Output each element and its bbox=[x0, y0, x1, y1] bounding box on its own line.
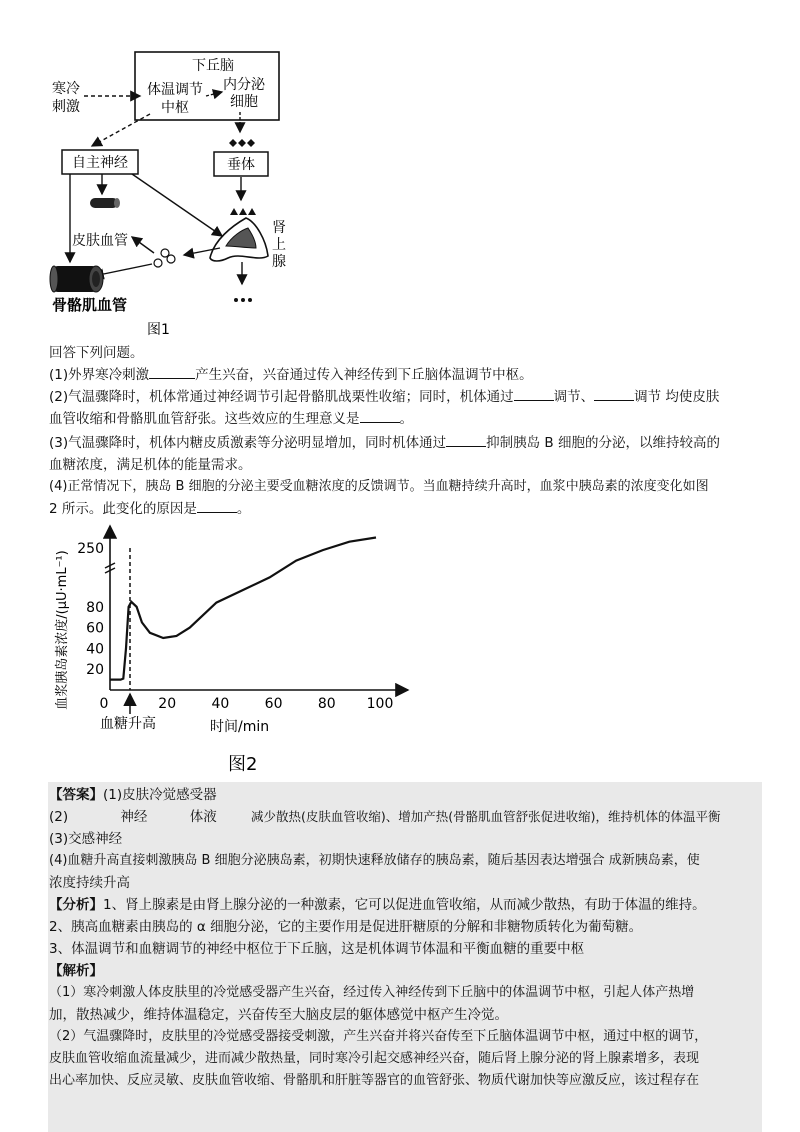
q1-answer-blank[interactable] bbox=[149, 364, 195, 379]
hormone-diamonds bbox=[229, 139, 255, 147]
y-tick-label: 60 bbox=[86, 620, 104, 637]
x-tick-label: 20 bbox=[158, 696, 177, 712]
y-tick-label: 80 bbox=[86, 599, 104, 616]
figure1-diagram bbox=[0, 0, 800, 345]
insulin-curve-line bbox=[110, 538, 376, 680]
q4-text-b: 2 所示。此变化的原因是 bbox=[49, 501, 197, 517]
q2-text-e: 。 bbox=[399, 411, 413, 427]
explain-line-3: （2）气温骤降时，皮肤里的冷觉感受器接受刺激，产生兴奋并将兴奋传至下丘脑体温调节中枢，通过中枢的调节， bbox=[49, 1029, 708, 1044]
explain-tag-text: 【解析】 bbox=[49, 963, 103, 979]
cold-stimulus-label-2: 刺激 bbox=[52, 99, 80, 115]
q2-text-c: 调节 均使皮肤 bbox=[634, 389, 720, 405]
explain-line-5: 出心率加快、反应灵敏、皮肤血管收缩、骨骼肌和肝脏等器官的血管舒张、物质代谢加快等应激反应，该过程存在 bbox=[49, 1073, 700, 1088]
answer-2-rest: 减少散热(皮肤血管收缩)、增加产热(骨骼肌血管舒张促进收缩)，维持机体的体温平衡 bbox=[251, 809, 721, 824]
x-tick-label: 80 bbox=[317, 696, 336, 712]
skin-vessel-icon bbox=[90, 198, 120, 208]
thermo-center-label-2: 中枢 bbox=[161, 100, 189, 116]
figure2-chart bbox=[0, 518, 800, 780]
answer-line-3: (3)交感神经 bbox=[49, 831, 123, 847]
q4-text-c: 。 bbox=[236, 501, 251, 517]
muscle-vessel-label: 骨骼肌血管 bbox=[52, 296, 128, 314]
hormone-triangles bbox=[230, 208, 256, 215]
question-1 bbox=[49, 364, 761, 386]
figure2-xlabel: 时间/min bbox=[210, 719, 270, 735]
explain-line-4: 皮肤血管收缩血流量减少，进而减少散热量，同时寒冷引起交感神经兴奋，随后肾上腺分泌的肾上腺素增多，表现 bbox=[49, 1051, 700, 1066]
y-tick-label: 40 bbox=[86, 641, 104, 658]
nerve-to-adrenal-arrow bbox=[132, 174, 222, 236]
analysis-line-3: 3、体温调节和血糖调节的神经中枢位于下丘脑，这是机体调节体温和平衡血糖的重要中枢 bbox=[49, 941, 585, 957]
x-ticks bbox=[100, 696, 394, 712]
thermo-center-label-1: 体温调节 bbox=[147, 82, 203, 98]
y-ticks bbox=[77, 541, 104, 678]
explain-line-1: （1）寒冷刺激人体皮肤里的冷觉感受器产生兴奋，经过传入神经传到下丘脑中的体温调节中枢，引起人体产热增 bbox=[49, 985, 695, 1000]
ellipsis-dots bbox=[234, 298, 252, 302]
q3-text-b: 抑制胰岛 B 细胞的分泌，以维持较高的 bbox=[486, 435, 720, 451]
center-to-endocrine-arrow bbox=[206, 92, 222, 96]
q2-text-d: 血管收缩和骨骼肌血管舒张。这些效应的生理意义是 bbox=[49, 411, 360, 427]
question-4-line2 bbox=[49, 498, 761, 520]
questions-intro: 回答下列问题。 bbox=[49, 345, 144, 361]
x-tick-label: 60 bbox=[264, 696, 283, 712]
x-tick-label: 0 bbox=[99, 696, 109, 712]
question-3-line1 bbox=[49, 432, 761, 454]
answer-1: (1)皮肤冷觉感受器 bbox=[103, 787, 217, 803]
analysis-tag: 【分析】 bbox=[49, 897, 103, 913]
explain-tag bbox=[49, 960, 103, 982]
pituitary-label: 垂体 bbox=[227, 157, 255, 173]
glucose-rise-label: 血糖升高 bbox=[100, 716, 156, 732]
adrenal-label-3: 腺 bbox=[272, 254, 286, 270]
skin-vessel-label: 皮肤血管 bbox=[72, 233, 128, 249]
answer-2-word-2: 体液 bbox=[189, 809, 217, 825]
answer-line-2 bbox=[49, 806, 761, 828]
answer-tag: 【答案】 bbox=[49, 787, 103, 803]
hypothalamus-label: 下丘脑 bbox=[192, 58, 234, 74]
q3-text-a: (3)气温骤降时，机体内糖皮质激素等分泌明显增加，同时机体通过 bbox=[49, 435, 447, 451]
q3-answer-blank[interactable] bbox=[446, 432, 486, 447]
analysis-line-2: 2、胰高血糖素由胰岛的 α 细胞分泌，它的主要作用是促进肝糖原的分解和非糖物质转化为葡萄糖。 bbox=[49, 919, 643, 935]
analysis-1: 1、肾上腺素是由肾上腺分泌的一种激素，它可以促进血管收缩，从而减少散热，有助于体温的维持。 bbox=[103, 897, 706, 913]
x-tick-label: 100 bbox=[366, 696, 394, 712]
answer-2-num: (2) bbox=[49, 809, 69, 825]
endocrine-cells-label-1: 内分泌 bbox=[223, 77, 265, 93]
answer-line-5: 浓度持续升高 bbox=[49, 875, 130, 891]
x-tick-label: 40 bbox=[211, 696, 230, 712]
figure2-caption: 图2 bbox=[228, 754, 258, 775]
figure1-caption: 图1 bbox=[147, 322, 170, 338]
q1-text-b: 产生兴奋，兴奋通过传入神经传到下丘脑体温调节中枢。 bbox=[195, 367, 533, 383]
q4-answer-blank[interactable] bbox=[197, 498, 237, 513]
autonomic-nerve-label: 自主神经 bbox=[72, 155, 128, 171]
y-tick-label: 250 bbox=[77, 541, 104, 557]
q2-text-a: (2)气温骤降时，机体常通过神经调节引起骨骼肌战栗性收缩；同时，机体通过 bbox=[49, 389, 514, 405]
endocrine-cells-label-2: 细胞 bbox=[230, 94, 258, 110]
cold-stimulus-label-1: 寒冷 bbox=[52, 81, 80, 97]
q2-text-b: 调节、 bbox=[553, 389, 595, 405]
hormone-to-skin-vessel-arrow bbox=[132, 237, 154, 253]
q2-answer-blank-3[interactable] bbox=[360, 408, 400, 423]
y-tick-label: 20 bbox=[86, 662, 104, 679]
adrenal-label-2: 上 bbox=[272, 237, 286, 253]
question-2-line2 bbox=[49, 408, 761, 430]
q2-answer-blank-2[interactable] bbox=[594, 386, 634, 401]
figure2-ylabel: 血浆胰岛素浓度/(μU·mL⁻¹) bbox=[55, 550, 70, 710]
adrenal-label-1: 肾 bbox=[272, 220, 286, 236]
analysis-line-1 bbox=[49, 894, 706, 916]
question-3-line2: 血糖浓度，满足机体的能量需求。 bbox=[49, 457, 252, 473]
hypothalamus-to-nerve-arrow bbox=[92, 114, 150, 146]
question-2-line1 bbox=[49, 386, 761, 408]
muscle-vessel-icon bbox=[50, 266, 103, 292]
answer-2-word-1: 神经 bbox=[120, 809, 148, 825]
answer-line-1 bbox=[49, 784, 217, 806]
q1-text-a: (1)外界寒冷刺激 bbox=[49, 367, 150, 383]
answer-line-4: (4)血糖升高直接刺激胰岛 B 细胞分泌胰岛素，初期快速释放储存的胰岛素，随后基因表达增强合 成新胰岛素，使 bbox=[49, 853, 700, 868]
question-4-line1: (4)正常情况下，胰岛 B 细胞的分泌主要受血糖浓度的反馈调节。当血糖持续升高时，血浆中胰岛素的浓度变化如图 bbox=[49, 479, 709, 494]
explain-line-2: 加，散热减少，维持体温稳定，兴奋传至大脑皮层的躯体感觉中枢产生冷觉。 bbox=[49, 1007, 508, 1023]
q2-answer-blank-1[interactable] bbox=[514, 386, 554, 401]
adrenaline-circles bbox=[154, 249, 175, 267]
